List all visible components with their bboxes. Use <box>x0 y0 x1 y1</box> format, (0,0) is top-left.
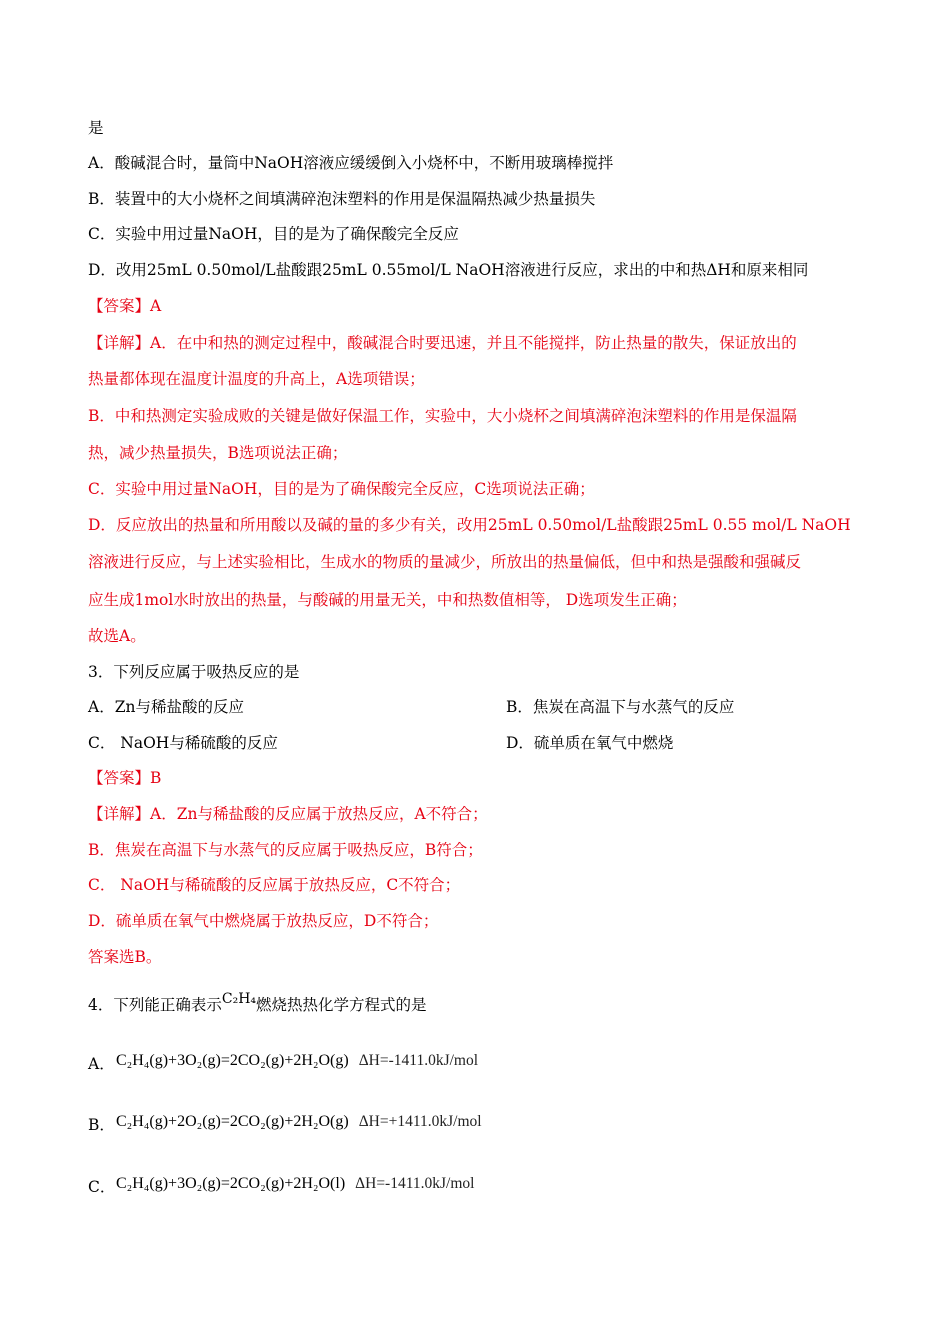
q4-formula: C₂H₄ <box>221 991 257 1007</box>
q3-explanation-line: C． NaOH与稀硫酸的反应属于放热反应，C不符合； <box>88 876 461 894</box>
equation: C₂H₄(g)+3O₂(g)=2CO₂(g)+2H₂O(l) <box>116 1175 346 1192</box>
q2-explanation-line: C．实验中用过量NaOH，目的是为了确保酸完全反应，C选项说法正确； <box>88 480 595 498</box>
equation: C₂H₄(g)+2O₂(g)=2CO₂(g)+2H₂O(g) <box>116 1113 349 1130</box>
q3-question: 3．下列反应属于吸热反应的是 <box>88 663 300 681</box>
q3-explanation-line: B．焦炭在高温下与水蒸气的反应属于吸热反应，B符合； <box>88 841 483 859</box>
q3-options-row <box>88 697 862 717</box>
q2-explanation-line: 应生成1mol水时放出的热量，与酸碱的用量无关，中和热数值相等， D选项发生正确； <box>88 591 687 609</box>
enthalpy-change: ΔH=-1411.0kJ/mol <box>358 1052 479 1069</box>
q3-option-c: C． NaOH与稀硫酸的反应 <box>88 734 278 752</box>
q3-option-b: B．焦炭在高温下与水蒸气的反应 <box>506 698 735 716</box>
q3-explanation-line: D．硫单质在氧气中燃烧属于放热反应，D不符合； <box>88 912 439 930</box>
text-line: 是 <box>88 119 104 137</box>
q4-question-suffix: 燃烧热热化学方程式的是 <box>256 996 427 1014</box>
enthalpy-change: ΔH=+1411.0kJ/mol <box>358 1113 482 1130</box>
q2-option-c: C．实验中用过量NaOH，目的是为了确保酸完全反应 <box>88 225 459 243</box>
q3-answer: 【答案】B <box>88 769 162 787</box>
q2-explanation-line: D．反应放出的热量和所用酸以及碱的量的多少有关，改用25mL 0.50mol/L盐酸跟25mL 0.55 mol/L NaOH <box>88 516 851 534</box>
q2-conclusion: 故选A。 <box>88 627 146 645</box>
q2-explanation-line: 热量都体现在温度计温度的升高上，A选项错误； <box>88 370 425 388</box>
q2-explanation-line: 热，减少热量损失，B选项说法正确； <box>88 444 348 462</box>
option-label: C． <box>88 1178 116 1196</box>
q2-option-d: D．改用25mL 0.50mol/L盐酸跟25mL 0.55mol/L NaOH溶液进行反应，求出的中和热ΔH和原来相同 <box>88 261 809 279</box>
q4-option-b <box>88 1115 862 1136</box>
q2-explanation-line: 【详解】A．在中和热的测定过程中，酸碱混合时要迅速，并且不能搅拌，防止热量的散失，保证放出的 <box>88 334 797 352</box>
q3-options-row <box>88 733 862 753</box>
option-label: B． <box>88 1116 115 1134</box>
q4-question-prefix: 4．下列能正确表示 <box>88 996 222 1014</box>
equation: C₂H₄(g)+3O₂(g)=2CO₂(g)+2H₂O(g) <box>116 1052 349 1069</box>
q3-explanation-line: 【详解】A．Zn与稀盐酸的反应属于放热反应，A不符合； <box>88 805 488 823</box>
q4-question <box>88 991 862 1016</box>
enthalpy-change: ΔH=-1411.0kJ/mol <box>355 1175 475 1192</box>
q2-option-a: A．酸碱混合时，量筒中NaOH溶液应缓缓倒入小烧杯中，不断用玻璃棒搅拌 <box>88 154 614 172</box>
q4-option-c <box>88 1177 862 1198</box>
q3-option-a: A．Zn与稀盐酸的反应 <box>88 698 244 716</box>
q4-option-a <box>88 1054 862 1075</box>
q2-answer: 【答案】A <box>88 297 162 315</box>
q3-conclusion: 答案选B。 <box>88 948 162 966</box>
q2-explanation-line: B．中和热测定实验成败的关键是做好保温工作，实验中，大小烧杯之间填满碎泡沫塑料的作用是保温隔 <box>88 407 797 425</box>
q3-option-d: D．硫单质在氧气中燃烧 <box>506 734 674 752</box>
option-label: A． <box>88 1055 115 1073</box>
q2-explanation-line: 溶液进行反应，与上述实验相比，生成水的物质的量减少，所放出的热量偏低，但中和热是强酸和强碱反 <box>88 553 802 571</box>
q2-option-b: B．装置中的大小烧杯之间填满碎泡沫塑料的作用是保温隔热减少热量损失 <box>88 190 596 208</box>
